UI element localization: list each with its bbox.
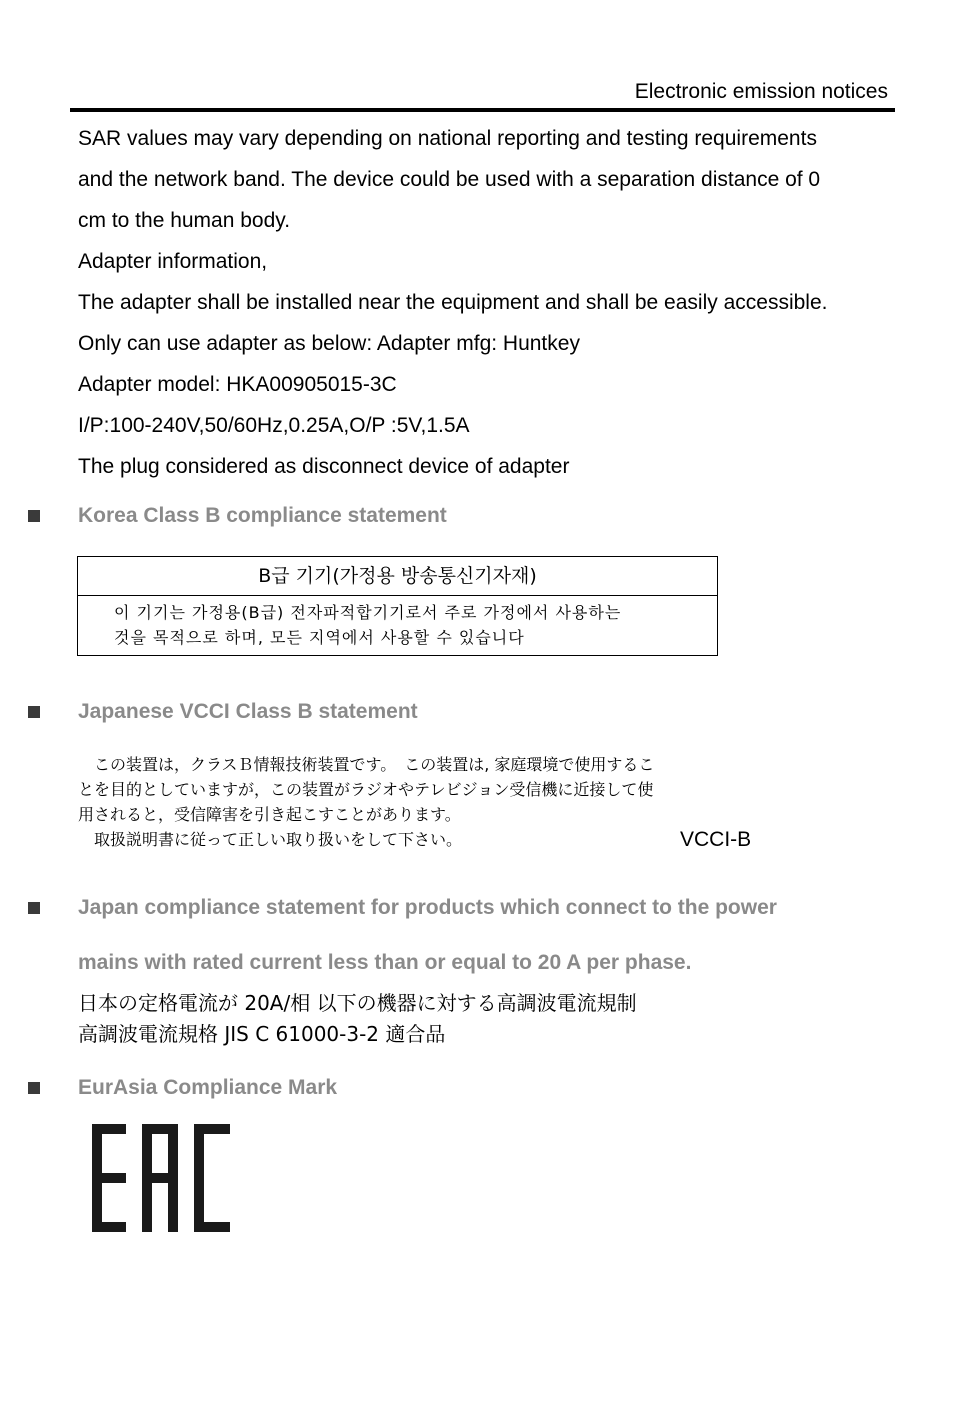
header-divider (70, 108, 895, 112)
square-bullet-icon (28, 510, 40, 522)
adapter-info-block (78, 118, 908, 487)
paragraph-line: Adapter information, (78, 250, 268, 273)
jis-line: 高調波電流規格 JIS C 61000-3-2 適合品 (78, 1022, 446, 1046)
paragraph-line: cm to the human body. (78, 209, 291, 232)
japan-power-heading-line1: Japan compliance statement for products which connect to the power (78, 896, 777, 919)
square-bullet-icon (28, 1082, 40, 1094)
eurasia-heading-text: EurAsia Compliance Mark (78, 1076, 338, 1099)
vcci-heading-text: Japanese VCCI Class B statement (78, 700, 418, 723)
square-bullet-icon (28, 706, 40, 718)
paragraph-line: Only can use adapter as below: Adapter mfg: Huntkey (78, 332, 580, 355)
paragraph-line: The adapter shall be installed near the equipment and shall be easily accessible. (78, 291, 828, 314)
eac-mark-icon (92, 1124, 230, 1232)
vcci-line: とを目的としていますが，この装置がラジオやテレビジョン受信機に近接して使 (78, 780, 654, 799)
paragraph-line: I/P:100-240V,50/60Hz,0.25A,O/P :5V,1.5A (78, 414, 470, 437)
korea-box-body (78, 596, 717, 650)
korea-heading-text: Korea Class B compliance statement (78, 504, 447, 527)
vcci-line: 取扱説明書に従って正しい取り扱いをして下さい。 (78, 830, 463, 849)
paragraph-line: and the network band. The device could be used with a separation distance of 0 (78, 168, 821, 191)
korea-box-line: 것을 목적으로 하며, 모든 지역에서 사용할 수 있습니다 (114, 628, 525, 647)
korea-box-line: 이 기기는 가정용(B급) 전자파적합기기로서 주로 가정에서 사용하는 (114, 603, 622, 622)
paragraph-line: Adapter model: HKA00905015-3C (78, 373, 397, 396)
vcci-mark: VCCI-B (680, 828, 752, 851)
japan-power-heading-line2: mains with rated current less than or equal to 20 A per phase. (78, 951, 692, 974)
korea-box-title: B급 기기(가정용 방송통신기자재) (78, 557, 717, 596)
vcci-line: 用されると，受信障害を引き起こすことがあります。 (78, 805, 461, 824)
paragraph-line: SAR values may vary depending on national reporting and testing requirements (78, 127, 817, 150)
square-bullet-icon (28, 902, 40, 914)
paragraph-line: The plug considered as disconnect device of adapter (78, 455, 570, 478)
jis-line: 日本の定格電流が 20A/相 以下の機器に対する高調波電流規制 (78, 991, 637, 1015)
jis-statement (78, 988, 637, 1050)
page-header-title: Electronic emission notices (634, 80, 888, 103)
vcci-line: この装置は，クラスＢ情報技術装置です。 この装置は, 家庭環境で使用するこ (78, 755, 655, 774)
korea-statement-box (77, 556, 718, 656)
vcci-statement (78, 752, 778, 852)
